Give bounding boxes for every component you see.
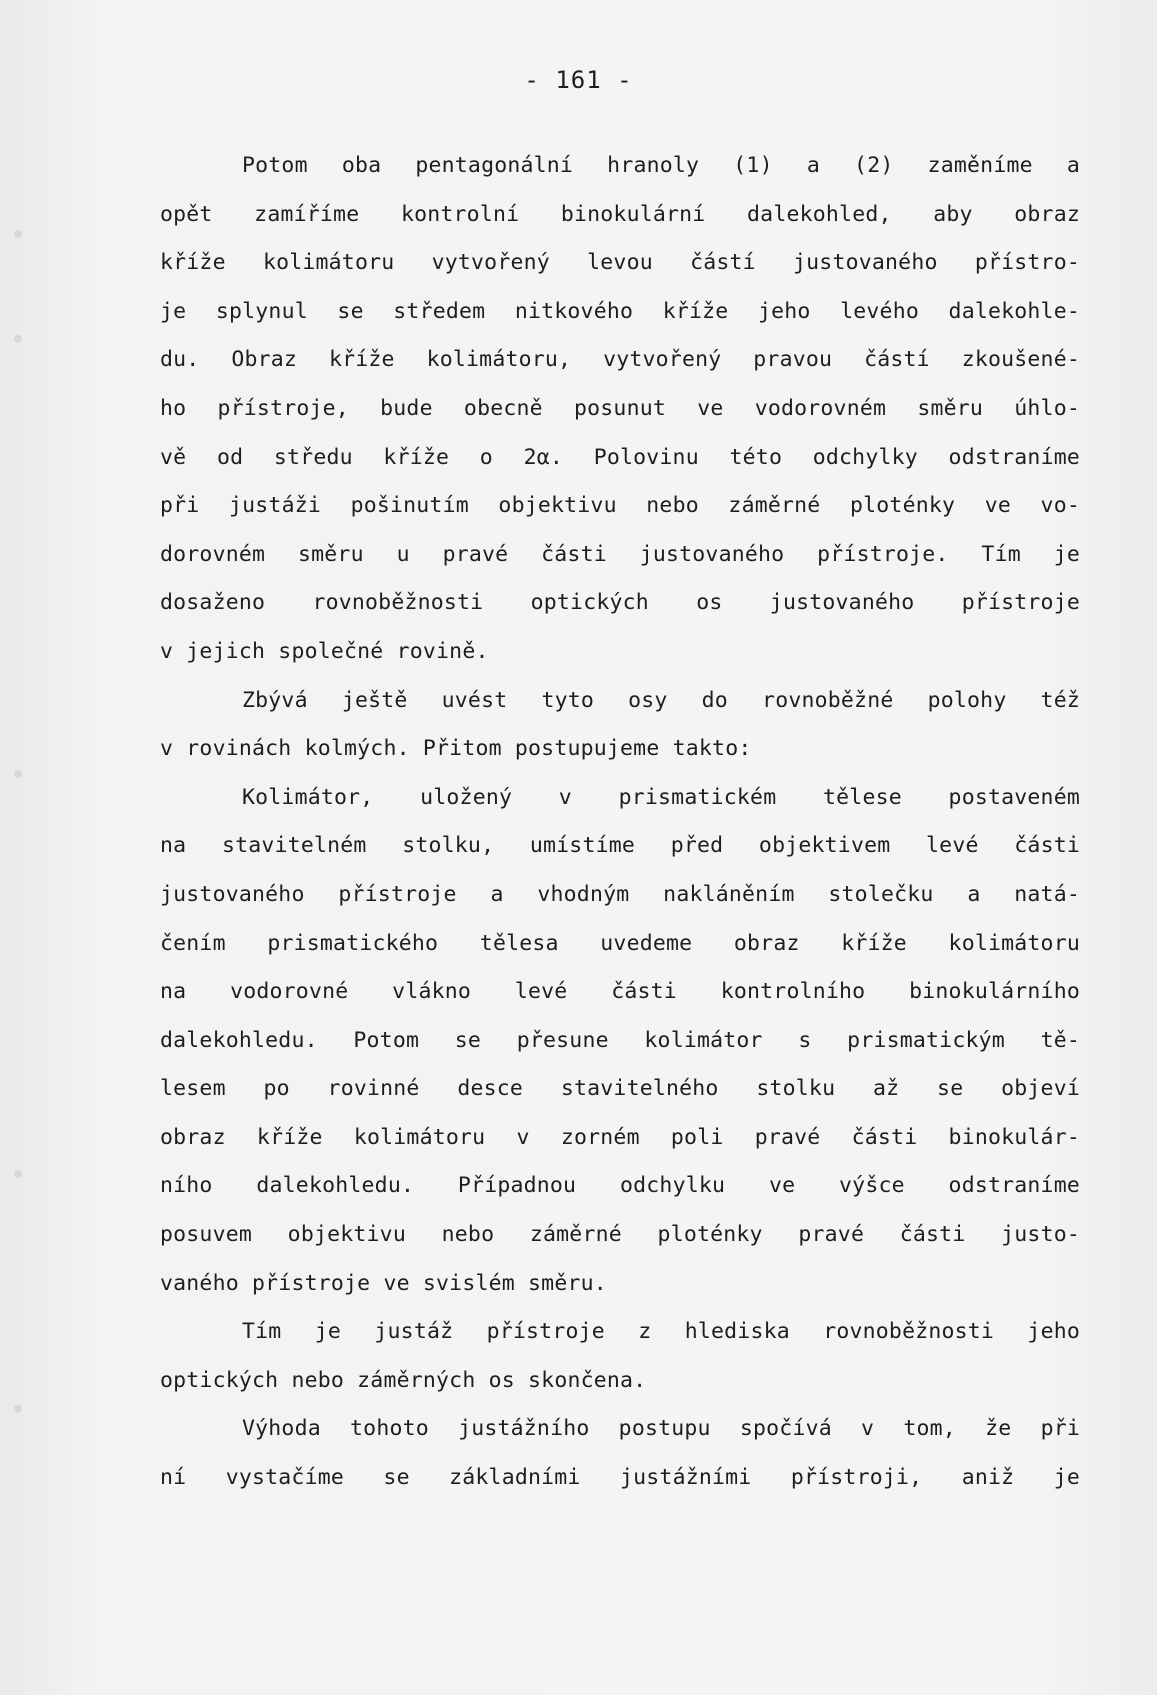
text-line: Výhoda tohoto justážního postupu spočívá v tom, že při <box>242 1416 1080 1442</box>
text-line: je splynul se středem nitkového kříže jeho levého dalekohle- <box>160 298 1080 324</box>
text-line: Kolimátor, uložený v prismatickém tělese postaveném <box>242 784 1080 810</box>
text-line: opět zamíříme kontrolní binokulární dalekohled, aby obraz <box>160 201 1080 227</box>
text-line: kříže kolimátoru vytvořený levou částí justovaného přístro- <box>160 250 1080 276</box>
punch-hole-mark <box>14 1405 22 1413</box>
body-text <box>160 142 1080 1503</box>
text-line: lesem po rovinné desce stavitelného stolku až se objeví <box>160 1076 1080 1102</box>
punch-hole-mark <box>14 1170 22 1178</box>
text-line: obraz kříže kolimátoru v zorném poli pravé části binokulár- <box>160 1124 1080 1150</box>
text-line: v rovinách kolmých. Přitom postupujeme takto: <box>160 736 752 762</box>
punch-hole-mark <box>14 770 22 778</box>
text-line: v jejich společné rovině. <box>160 638 489 664</box>
text-line: vě od středu kříže o 2α. Polovinu této odchylky odstraníme <box>160 444 1080 470</box>
text-line: ní vystačíme se základními justážními přístroji, aniž je <box>160 1465 1080 1491</box>
text-line: při justáži pošinutím objektivu nebo záměrné ploténky ve vo- <box>160 493 1080 519</box>
text-line: du. Obraz kříže kolimátoru, vytvořený pravou částí zkoušené- <box>160 347 1080 373</box>
text-line: na vodorovné vlákno levé části kontrolního binokulárního <box>160 979 1080 1005</box>
text-line: ního dalekohledu. Případnou odchylku ve výšce odstraníme <box>160 1173 1080 1199</box>
text-line: Tím je justáž přístroje z hlediska rovnoběžnosti jeho <box>242 1319 1080 1345</box>
text-line: optických nebo záměrných os skončena. <box>160 1367 647 1393</box>
text-line: dalekohledu. Potom se přesune kolimátor s prismatickým tě- <box>160 1027 1080 1053</box>
text-line: posuvem objektivu nebo záměrné ploténky pravé části justo- <box>160 1222 1080 1248</box>
text-line: vaného přístroje ve svislém směru. <box>160 1270 607 1296</box>
text-line: čením prismatického tělesa uvedeme obraz kříže kolimátoru <box>160 930 1080 956</box>
text-line: Zbývá ještě uvést tyto osy do rovnoběžné polohy též <box>242 687 1080 713</box>
text-line: dosaženo rovnoběžnosti optických os justovaného přístroje <box>160 590 1080 616</box>
text-line: dorovném směru u pravé části justovaného přístroje. Tím je <box>160 541 1080 567</box>
text-line: Potom oba pentagonální hranoly (1) a (2) zaměníme a <box>242 153 1080 178</box>
text-line: na stavitelném stolku, umístíme před objektivem levé části <box>160 833 1080 859</box>
page-number: - 161 - <box>524 66 633 94</box>
text-line: justovaného přístroje a vhodným nakláněním stolečku a natá- <box>160 881 1080 907</box>
text-line: ho přístroje, bude obecně posunut ve vodorovném směru úhlo- <box>160 395 1080 421</box>
punch-hole-mark <box>14 230 22 238</box>
punch-hole-mark <box>14 335 22 343</box>
